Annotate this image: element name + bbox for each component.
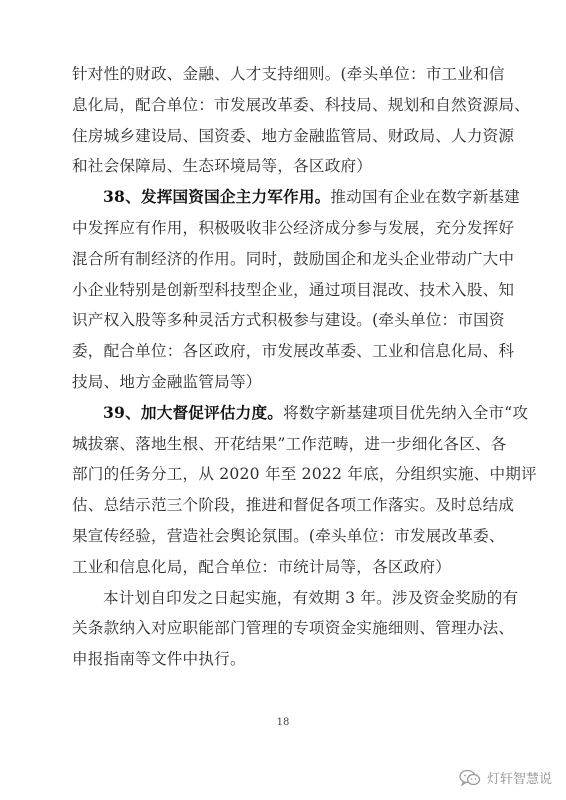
- body-line: 和社会保障局、生态环境局等，各区政府）: [72, 157, 373, 176]
- item-38-line: 委，配合单位：各区政府，市发展改革委、工业和信息化局、科: [72, 342, 515, 361]
- item-38-text: 推动国有企业在数字新基建: [330, 188, 520, 207]
- wechat-icon: [459, 769, 481, 787]
- item-39-line: 估、总结示范三个阶段，推进和督促各项工作落实。及时总结成: [72, 496, 515, 515]
- item-38-line: 混合所有制经济的作用。同时，鼓励国企和龙头企业带动广大中: [72, 249, 515, 268]
- body-line: 针对性的财政、金融、人才支持细则。(牵头单位：市工业和信: [72, 65, 505, 83]
- item-38-line: 识产权入股等多种灵活方式积极参与建设。(牵头单位：市国资: [72, 311, 505, 330]
- item-39-text: 将数字新基建项目优先纳入全市“攻: [283, 403, 529, 422]
- item-39-line: 果宣传经验，营造社会舆论氛围。(牵头单位：市发展改革委、: [72, 526, 505, 545]
- closing-line: 关条款纳入对应职能部门管理的专项资金实施细则、管理办法、: [72, 619, 515, 638]
- closing-line: 申报指南等文件中执行。: [72, 650, 246, 669]
- body-line: 息化局，配合单位：市发展改革委、科技局、规划和自然资源局、: [72, 95, 531, 114]
- item-39-line: 部门的任务分工，从 2020 年至 2022 年底，分组织实施、中期评: [72, 465, 537, 484]
- body-line: 住房城乡建设局、国资委、地方金融监管局、财政局、人力资源: [72, 126, 515, 145]
- item-39-line: 城拔寨、落地生根、开花结果”工作范畴，进一步细化各区、各: [72, 434, 507, 453]
- item-38-heading: 38、发挥国资国企主力军作用。: [103, 187, 331, 207]
- closing-first-line: 本计划自印发之日起实施，有效期 3 年。涉及资金奖励的有: [103, 588, 519, 607]
- watermark: [459, 768, 552, 787]
- watermark-text: 灯轩智慧说: [486, 772, 552, 787]
- item-39-heading: 39、加大督促评估力度。: [103, 402, 284, 422]
- item-38-line: 中发挥应有作用，积极吸收非公经济成分参与发展，充分发挥好: [72, 218, 515, 237]
- item-38-line: 技局、地方金融监管局等）: [72, 372, 262, 391]
- item-38-line: 小企业特别是创新型科技型企业，通过项目混改、技术入股、知: [72, 280, 515, 299]
- item-39-first-line: [72, 398, 529, 429]
- item-39-line: 工业和信息化局，配合单位：市统计局等，各区政府）: [72, 557, 452, 576]
- document-body: [72, 59, 537, 675]
- page-number: 18: [276, 717, 290, 728]
- item-38-first-line: [72, 182, 520, 213]
